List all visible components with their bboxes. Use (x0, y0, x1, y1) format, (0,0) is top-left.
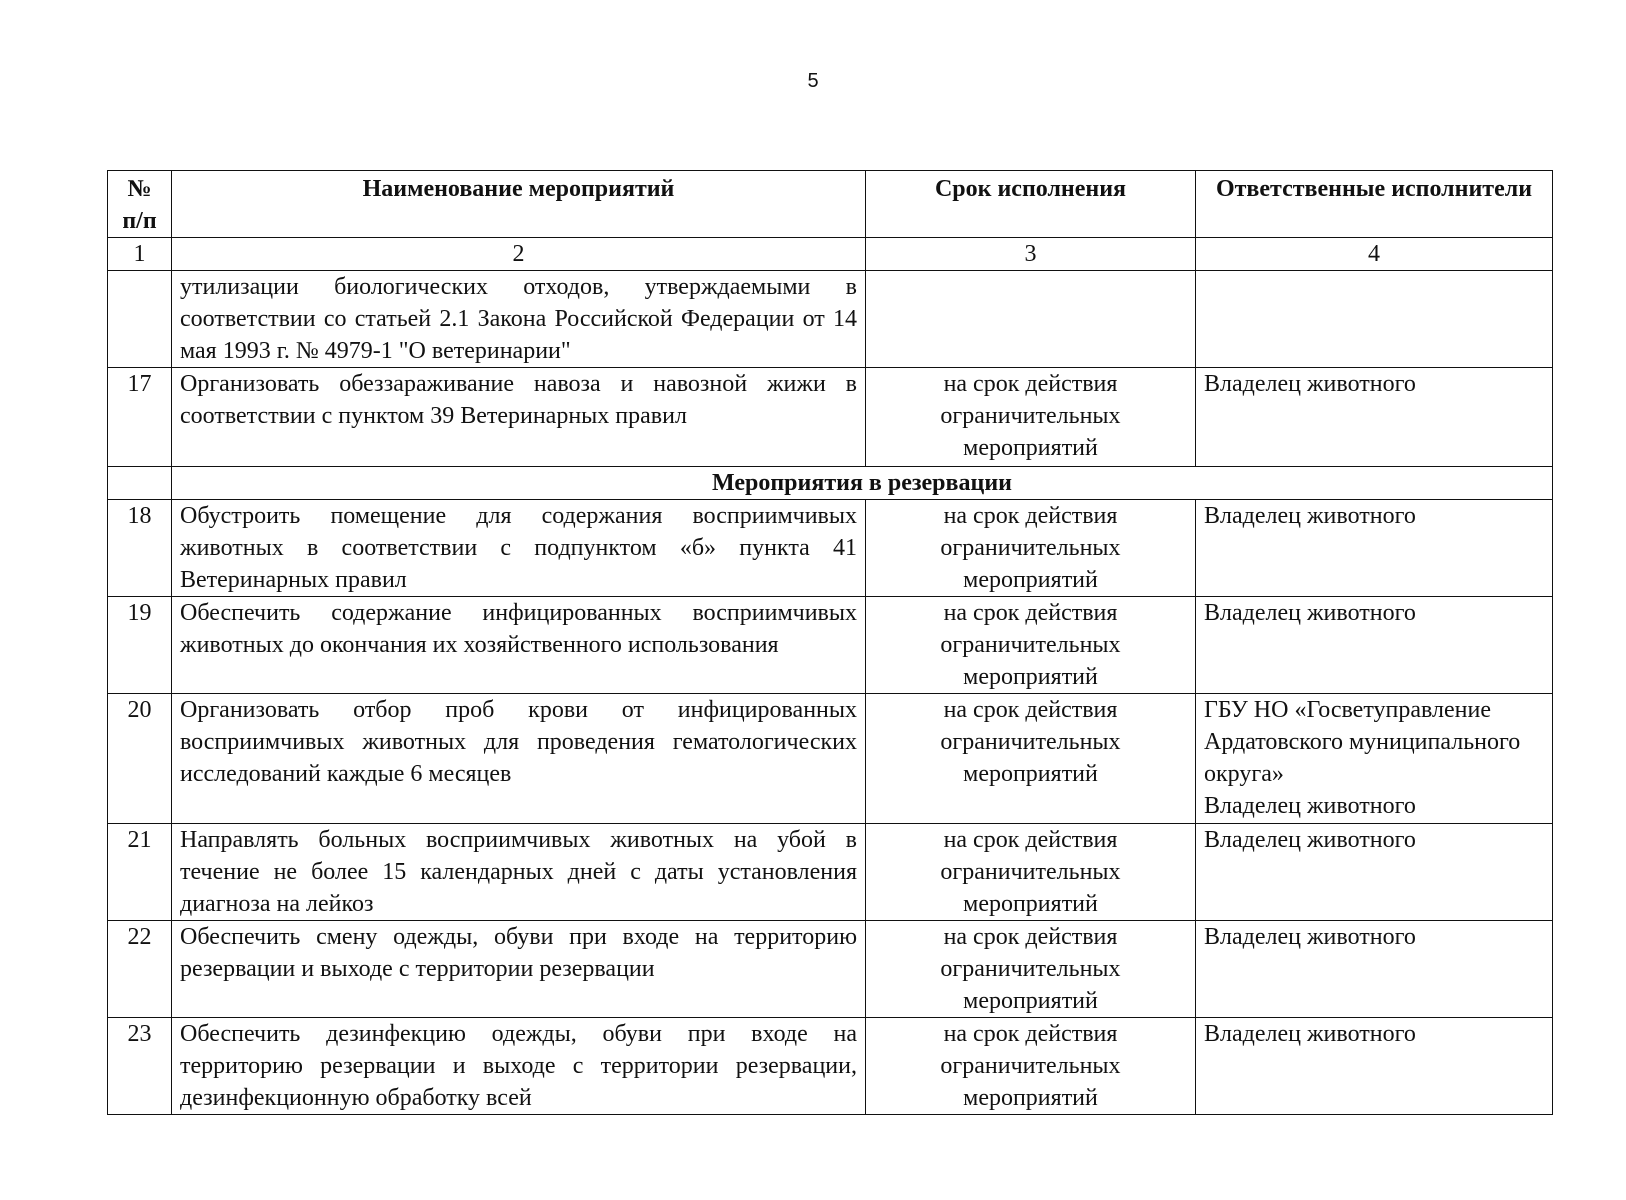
table-header-row (108, 171, 1553, 238)
table-row (108, 597, 1553, 694)
row-measure: Организовать обеззараживание навоза и навозной жижи в соответствии с пунктом 39 Ветеринарных правил (172, 368, 866, 467)
row-measure: Обеспечить дезинфекцию одежды, обуви при входе на территорию резервации и выходе с территории резервации, дезинфекционную обработку всей (172, 1018, 866, 1115)
column-number: 4 (1196, 238, 1553, 271)
row-responsible (1196, 271, 1553, 368)
row-number (108, 271, 172, 368)
header-name: Наименование мероприятий (172, 171, 866, 238)
section-number-cell (108, 467, 172, 500)
row-measure: утилизации биологических отходов, утверждаемыми в соответствии со статьей 2.1 Закона Российской Федерации от 14 мая 1993 г. № 4979-1 "О ветеринарии" (172, 271, 866, 368)
table-row (108, 271, 1553, 368)
header-number: № п/п (108, 171, 172, 238)
row-number: 21 (108, 824, 172, 921)
column-number: 2 (172, 238, 866, 271)
measures-table (107, 170, 1553, 1115)
row-measure: Обустроить помещение для содержания восприимчивых животных в соответствии с подпунктом «б» пункта 41 Ветеринарных правил (172, 500, 866, 597)
row-term: на срок действия ограничительных мероприятий (866, 921, 1196, 1018)
row-number: 18 (108, 500, 172, 597)
row-measure: Обеспечить содержание инфицированных восприимчивых животных до окончания их хозяйственного использования (172, 597, 866, 694)
row-number: 22 (108, 921, 172, 1018)
section-title: Мероприятия в резервации (172, 467, 1553, 500)
row-responsible: ГБУ НО «Госветуправление Ардатовского муниципального округа» Владелец животного (1196, 694, 1553, 824)
header-term: Срок исполнения (866, 171, 1196, 238)
row-term: на срок действия ограничительных мероприятий (866, 694, 1196, 824)
table-row (108, 824, 1553, 921)
row-number: 20 (108, 694, 172, 824)
row-term: на срок действия ограничительных мероприятий (866, 1018, 1196, 1115)
row-responsible: Владелец животного (1196, 824, 1553, 921)
column-number: 1 (108, 238, 172, 271)
column-number-row (108, 238, 1553, 271)
table-row (108, 500, 1553, 597)
row-term: на срок действия ограничительных мероприятий (866, 824, 1196, 921)
section-row (108, 467, 1553, 500)
row-term: на срок действия ограничительных мероприятий (866, 368, 1196, 467)
page-number: 5 (807, 70, 819, 92)
header-responsible: Ответственные исполнители (1196, 171, 1553, 238)
row-measure: Направлять больных восприимчивых животных на убой в течение не более 15 календарных дней с даты установления диагноза на лейкоз (172, 824, 866, 921)
row-measure: Обеспечить смену одежды, обуви при входе на территорию резервации и выходе с территории резервации (172, 921, 866, 1018)
table-row (108, 921, 1553, 1018)
row-responsible: Владелец животного (1196, 368, 1553, 467)
row-term (866, 271, 1196, 368)
row-number: 17 (108, 368, 172, 467)
row-measure: Организовать отбор проб крови от инфицированных восприимчивых животных для проведения гематологических исследований каждые 6 месяцев (172, 694, 866, 824)
row-responsible: Владелец животного (1196, 921, 1553, 1018)
table-row (108, 368, 1553, 467)
row-responsible: Владелец животного (1196, 500, 1553, 597)
table-row (108, 694, 1553, 824)
row-responsible: Владелец животного (1196, 1018, 1553, 1115)
row-number: 19 (108, 597, 172, 694)
row-number: 23 (108, 1018, 172, 1115)
row-responsible: Владелец животного (1196, 597, 1553, 694)
column-number: 3 (866, 238, 1196, 271)
row-term: на срок действия ограничительных мероприятий (866, 597, 1196, 694)
table-row (108, 1018, 1553, 1115)
row-term: на срок действия ограничительных мероприятий (866, 500, 1196, 597)
